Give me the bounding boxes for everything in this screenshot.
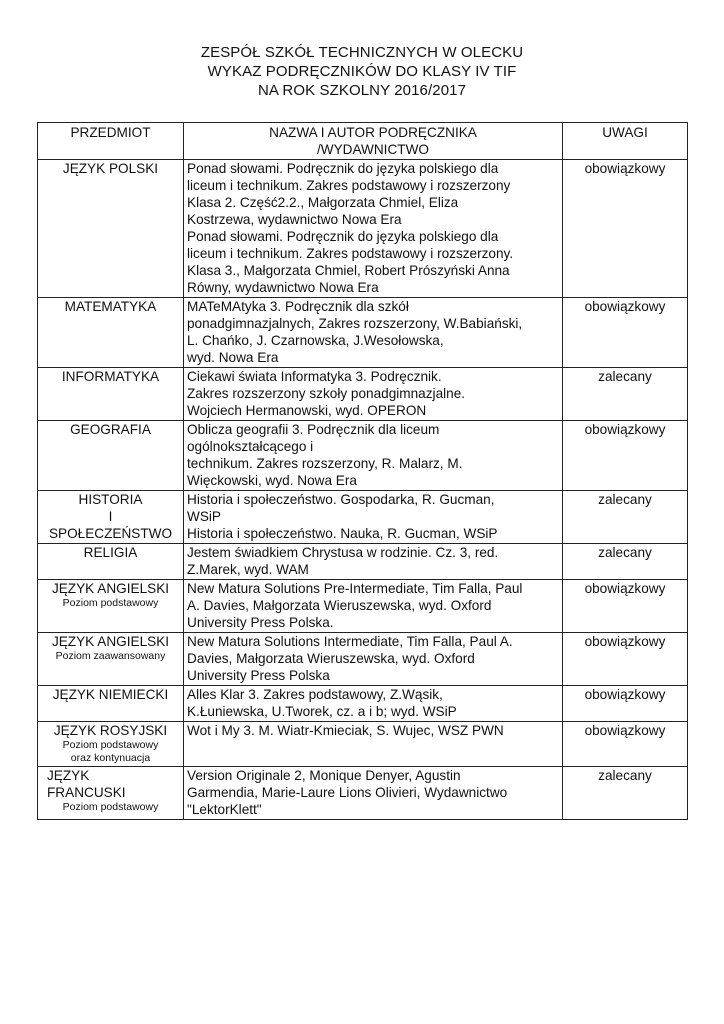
table-row [38, 160, 688, 298]
textbook-cell [184, 421, 563, 491]
table-header-row [38, 123, 688, 160]
document-header [0, 43, 724, 100]
header-title-author [184, 123, 563, 160]
textbook-cell [184, 722, 563, 767]
textbook-line: Klasa 2. Część2.2., Małgorzata Chmiel, Eliza [187, 195, 459, 210]
note-cell: zalecany [563, 544, 688, 580]
textbook-line: Version Originale 2, Monique Denyer, Agustin [187, 768, 461, 783]
table-row [38, 633, 688, 686]
textbook-cell [184, 491, 563, 544]
textbook-line: Ponad słowami. Podręcznik do języka polskiego dla [187, 229, 499, 244]
note-cell: obowiązkowy [563, 160, 688, 298]
note-cell: obowiązkowy [563, 633, 688, 686]
textbook-line: Jestem świadkiem Chrystusa w rodzinie. Cz. 3, red. [187, 545, 499, 560]
school-year: NA ROK SZKOLNY 2016/2017 [257, 82, 467, 99]
subject-name-line: I [108, 509, 113, 524]
textbook-line: K.Łuniewska, U.Tworek, cz. a i b; wyd. WSiP [187, 704, 457, 719]
subject-name: JĘZYK NIEMIECKI [52, 687, 169, 702]
subject-name: GEOGRAFIA [70, 422, 151, 437]
subject-name-line: HISTORIA [78, 492, 143, 507]
textbook-line: liceum i technikum. Zakres podstawowy i rozszerzony. [187, 246, 514, 261]
subject-cell [38, 298, 184, 368]
note-cell: zalecany [563, 368, 688, 421]
textbook-cell [184, 544, 563, 580]
subject-name: MATEMATYKA [64, 299, 157, 314]
note-cell: zalecany [563, 767, 688, 820]
textbook-line: liceum i technikum. Zakres podstawowy i rozszerzony [187, 178, 511, 193]
subject-cell [38, 767, 184, 820]
subject-name-line: FRANCUSKI [47, 785, 126, 800]
subject-level: Poziom podstawowy [62, 801, 159, 813]
subject-level: Poziom podstawowy [62, 597, 159, 609]
table-row [38, 767, 688, 820]
subject-cell [38, 580, 184, 633]
subject-name-line: SPOŁECZEŃSTWO [48, 526, 173, 541]
header-notes: UWAGI [563, 123, 688, 160]
textbook-cell [184, 580, 563, 633]
note-cell: obowiązkowy [563, 686, 688, 722]
header-title-line2: /WYDAWNICTWO [316, 142, 429, 157]
textbook-line: Ponad słowami. Podręcznik do języka polskiego dla [187, 161, 499, 176]
textbook-line: technikum. Zakres rozszerzony, R. Malarz, M. [187, 456, 463, 471]
note-cell: obowiązkowy [563, 298, 688, 368]
subject-cell [38, 491, 184, 544]
subject-cell [38, 160, 184, 298]
table-row [38, 544, 688, 580]
textbook-line: Alles Klar 3. Zakres podstawowy, Z.Wąsik, [187, 687, 443, 702]
table-row [38, 686, 688, 722]
list-title: WYKAZ PODRĘCZNIKÓW DO KLASY IV TIF [207, 63, 517, 80]
subject-cell [38, 368, 184, 421]
note-cell: zalecany [563, 491, 688, 544]
textbook-line: University Press Polska [187, 668, 330, 683]
subject-level: Poziom podstawowy [62, 739, 159, 751]
table-row [38, 722, 688, 767]
textbook-line: New Matura Solutions Intermediate, Tim Falla, Paul A. [187, 634, 513, 649]
header-title-line1: NAZWA I AUTOR PODRĘCZNIKA [269, 125, 477, 140]
textbook-line: "LektorKlett" [187, 802, 262, 817]
note-cell: obowiązkowy [563, 421, 688, 491]
textbook-line: Davies, Małgorzata Wieruszewska, wyd. Oxford [187, 651, 475, 666]
textbook-table [37, 122, 688, 820]
subject-name: INFORMATYKA [61, 369, 160, 384]
subject-name: JĘZYK POLSKI [62, 161, 159, 176]
subject-name: JĘZYK ROSYJSKI [53, 723, 168, 738]
textbook-line: University Press Polska. [187, 615, 334, 630]
textbook-line: Równy, wydawnictwo Nowa Era [187, 280, 379, 295]
textbook-line: wyd. Nowa Era [187, 350, 279, 365]
textbook-line: Wot i My 3. M. Wiatr-Kmieciak, S. Wujec, WSZ PWN [187, 723, 504, 738]
table-row [38, 580, 688, 633]
subject-name: JĘZYK ANGIELSKI [51, 634, 170, 649]
textbook-line: Z.Marek, wyd. WAM [187, 562, 309, 577]
school-name: ZESPÓŁ SZKÓŁ TECHNICZNYCH W OLECKU [200, 44, 524, 61]
subject-level: Poziom zaawansowany [55, 650, 166, 662]
textbook-cell [184, 368, 563, 421]
subject-name-line: JĘZYK [47, 768, 90, 783]
subject-cell [38, 686, 184, 722]
textbook-line: Ciekawi świata Informatyka 3. Podręcznik. [187, 369, 442, 384]
note-cell: obowiązkowy [563, 580, 688, 633]
textbook-line: Historia i społeczeństwo. Gospodarka, R. Gucman, [187, 492, 495, 507]
textbook-line: A. Davies, Małgorzata Wieruszewska, wyd. Oxford [187, 598, 492, 613]
subject-cell [38, 421, 184, 491]
subject-name: JĘZYK ANGIELSKI [51, 581, 170, 596]
subject-name: RELIGIA [83, 545, 138, 560]
note-cell: obowiązkowy [563, 722, 688, 767]
textbook-cell [184, 160, 563, 298]
textbook-line: WSiP [187, 509, 221, 524]
header-subject: PRZEDMIOT [38, 123, 184, 160]
table-row [38, 298, 688, 368]
textbook-line: Historia i społeczeństwo. Nauka, R. Gucman, WSiP [187, 526, 498, 541]
textbook-cell [184, 633, 563, 686]
textbook-cell [184, 767, 563, 820]
textbook-line: MATeMAtyka 3. Podręcznik dla szkół [187, 299, 409, 314]
subject-level: oraz kontynuacja [70, 752, 151, 764]
textbook-cell [184, 686, 563, 722]
textbook-line: Garmendia, Marie-Laure Lions Olivieri, Wydawnictwo [187, 785, 508, 800]
table-row [38, 368, 688, 421]
textbook-line: L. Chańko, J. Czarnowska, J.Wesołowska, [187, 333, 444, 348]
subject-cell [38, 633, 184, 686]
table-row [38, 491, 688, 544]
textbook-line: Zakres rozszerzony szkoły ponadgimnazjalne. [187, 386, 466, 401]
textbook-cell [184, 298, 563, 368]
subject-cell [38, 722, 184, 767]
table-row [38, 421, 688, 491]
subject-cell [38, 544, 184, 580]
textbook-line: Kostrzewa, wydawnictwo Nowa Era [187, 212, 402, 227]
textbook-line: Więckowski, wyd. Nowa Era [187, 473, 357, 488]
textbook-line: New Matura Solutions Pre-Intermediate, Tim Falla, Paul [187, 581, 523, 596]
textbook-line: Klasa 3., Małgorzata Chmiel, Robert Prószyński Anna [187, 263, 510, 278]
textbook-line: ponadgimnazjalnych, Zakres rozszerzony, W.Babiański, [187, 316, 523, 331]
textbook-line: Wojciech Hermanowski, wyd. OPERON [187, 403, 427, 418]
textbook-line: Oblicza geografii 3. Podręcznik dla liceum [187, 422, 440, 437]
textbook-line: ogólnokształcącego i [187, 439, 314, 454]
